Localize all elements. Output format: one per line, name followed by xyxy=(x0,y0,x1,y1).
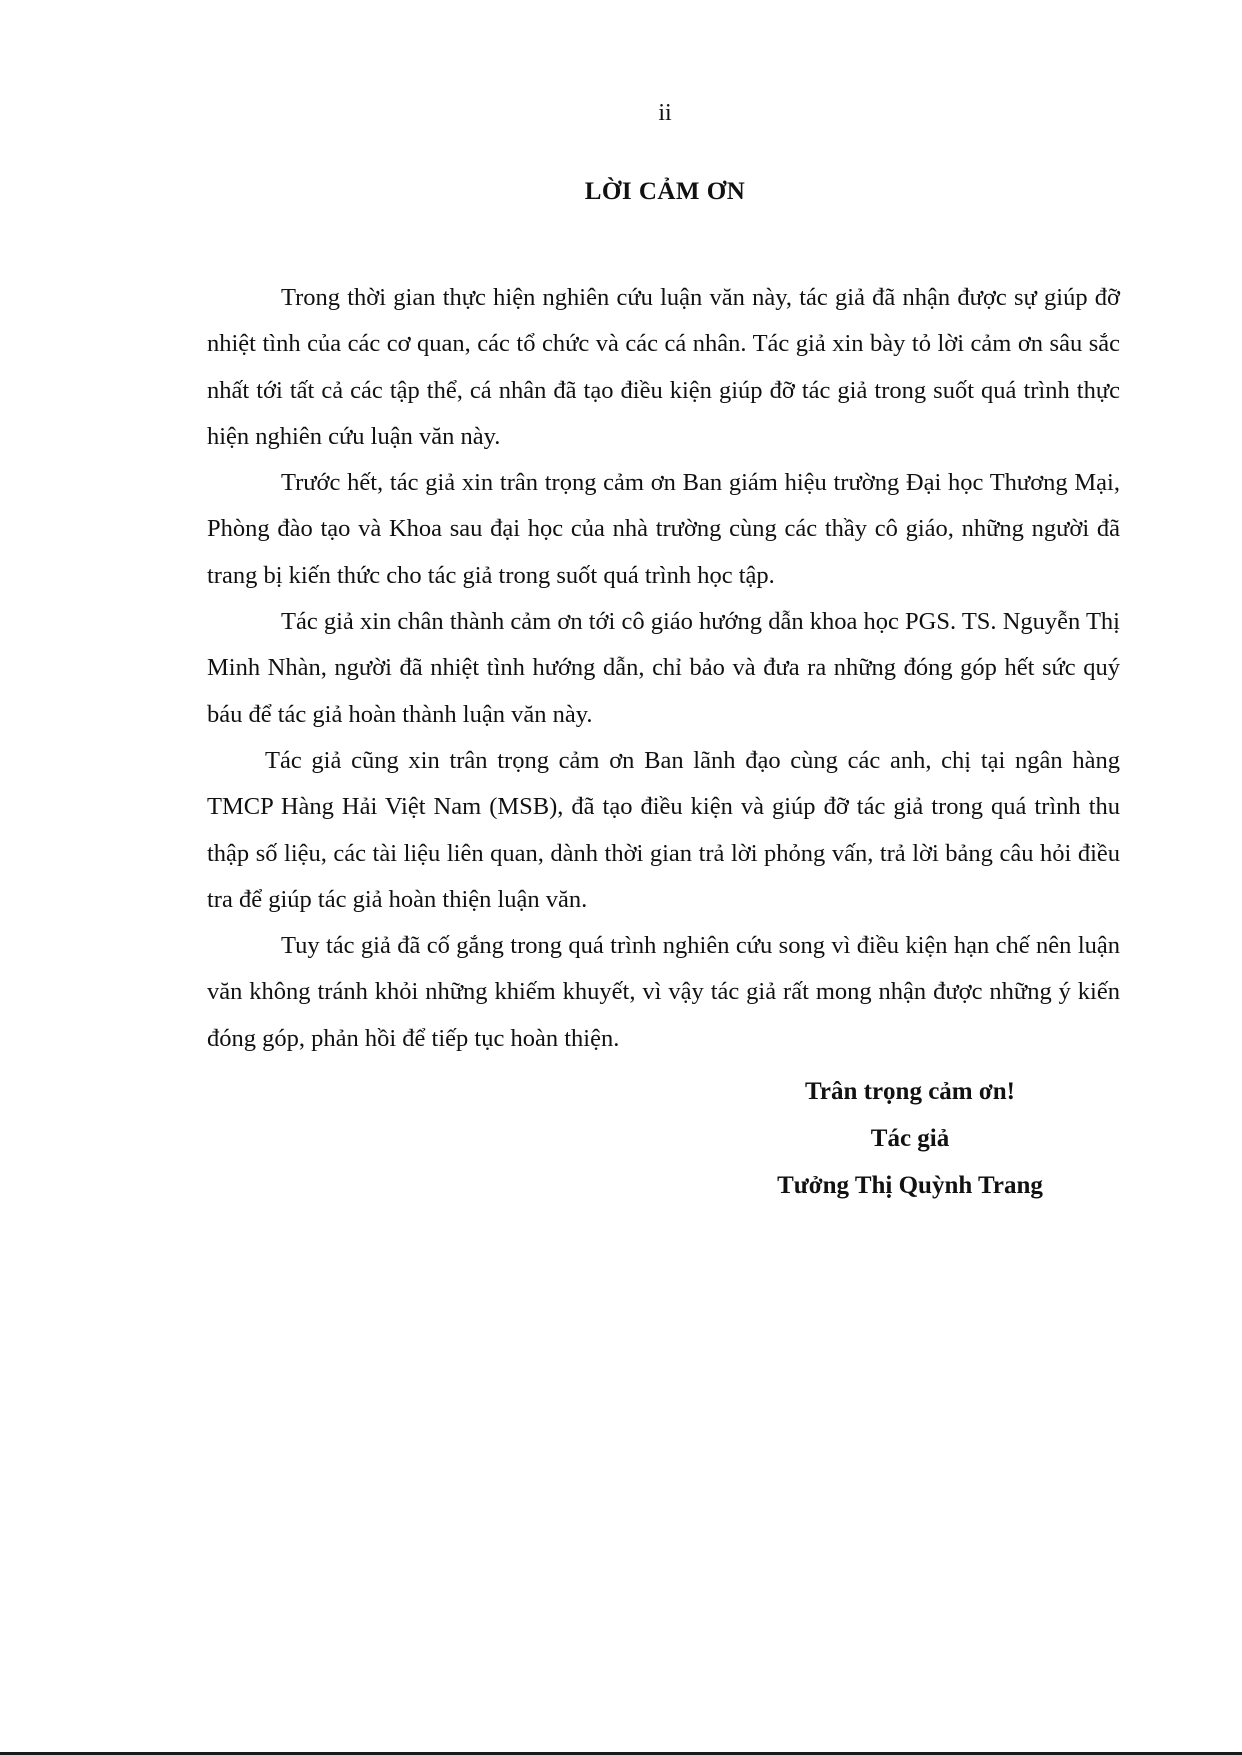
paragraph-1: Trong thời gian thực hiện nghiên cứu luận văn này, tác giả đã nhận được sự giúp đỡ nhiệt tình của các cơ quan, các tổ chức và các cá nhân. Tác giả xin bày tỏ lời cảm ơn sâu sắc nhất tới tất cả các tập thể, cá nhân đã tạo điều kiện giúp đỡ tác giả trong suốt quá trình thực hiện nghiên cứu luận văn này. xyxy=(207,284,1120,450)
paragraph-2: Trước hết, tác giả xin trân trọng cảm ơn Ban giám hiệu trường Đại học Thương Mại, Phòng đào tạo và Khoa sau đại học của nhà trường cùng các thầy cô giáo, những người đã trang bị kiến thức cho tác giả trong suốt quá trình học tập. xyxy=(207,469,1120,589)
page-number: ii xyxy=(658,100,672,126)
signature-name: Tưởng Thị Quỳnh Trang xyxy=(777,1172,1043,1199)
signature-role: Tác giả xyxy=(870,1125,950,1152)
signature-closing: Trân trọng cảm ơn! xyxy=(805,1078,1015,1105)
paragraph-3: Tác giả xin chân thành cảm ơn tới cô giáo hướng dẫn khoa học PGS. TS. Nguyễn Thị Minh Nhàn, người đã nhiệt tình hướng dẫn, chỉ bảo và đưa ra những đóng góp hết sức quý báu để tác giả hoàn thành luận văn này. xyxy=(207,608,1120,728)
acknowledgement-body xyxy=(207,275,1120,1062)
paragraph-5: Tuy tác giả đã cố gắng trong quá trình nghiên cứu song vì điều kiện hạn chế nên luận văn không tránh khỏi những khiếm khuyết, vì vậy tác giả rất mong nhận được những ý kiến đóng góp, phản hồi để tiếp tục hoàn thiện. xyxy=(207,932,1120,1052)
paragraph-4: Tác giả cũng xin trân trọng cảm ơn Ban lãnh đạo cùng các anh, chị tại ngân hàng TMCP Hàng Hải Việt Nam (MSB), đã tạo điều kiện và giúp đỡ tác giả trong quá trình thu thập số liệu, các tài liệu liên quan, dành thời gian trả lời phỏng vấn, trả lời bảng câu hỏi điều tra để giúp tác giả hoàn thiện luận văn. xyxy=(207,746,1120,913)
page-title: LỜI CẢM ƠN xyxy=(584,178,746,205)
signature-block xyxy=(700,1068,1120,1209)
